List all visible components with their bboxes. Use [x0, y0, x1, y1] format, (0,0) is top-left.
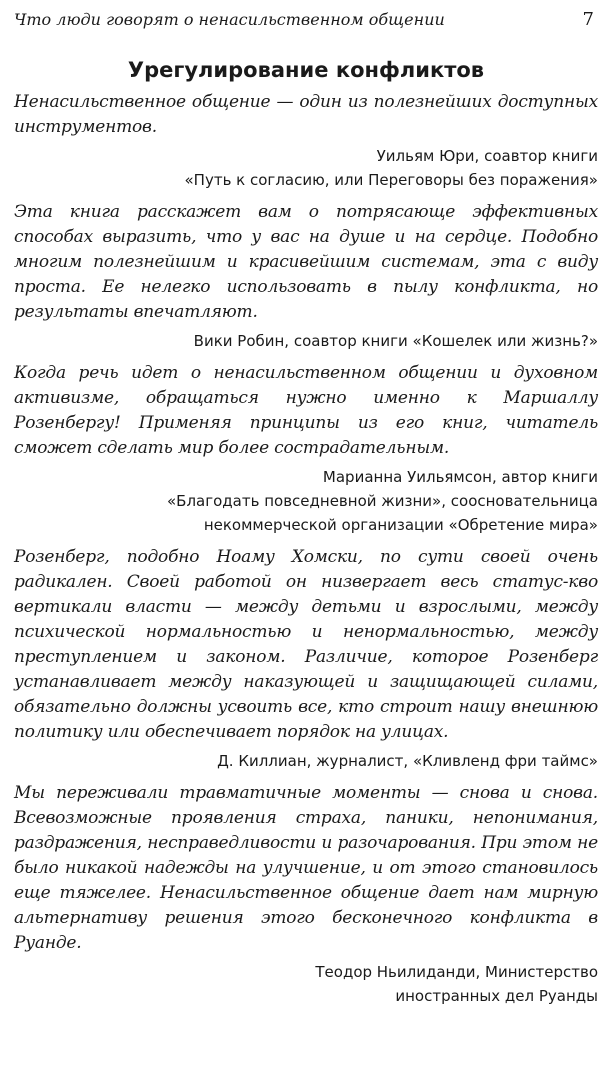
book-page [14, 8, 598, 1016]
testimonial-2 [14, 200, 598, 353]
quote-attribution [14, 749, 598, 773]
quote-attribution [14, 465, 598, 537]
page-number: 7 [582, 9, 594, 30]
section-title: Урегулирование конфликтов [127, 58, 485, 82]
attribution-line: «Путь к согласию, или Переговоры без поражения» [184, 171, 598, 189]
attribution-line: Марианна Уильямсон, автор книги [322, 468, 598, 486]
quote-text: Эта книга расскажет вам о потрясающе эффективных способах выразить, что у вас на душе и на сердце. Подобно многим полезнейшим и красивейшим системам, эта с виду проста. Ее нелегко использовать в пылу конфликта, но результаты впечатляют. [14, 202, 598, 322]
attribution-line: Теодор Ньилиданди, Министерство [315, 963, 598, 981]
quote-text: Ненасильственное общение — один из полезнейших доступных инструментов. [14, 92, 598, 137]
testimonial-3 [14, 361, 598, 537]
quote-text: Мы переживали травматичные моменты — снова и снова. Всевозможные проявления страха, паники, непонимания, раздражения, несправедливости и разочарования. При этом не было никакой надежды на улучшение, и от этого становилось еще тяжелее. Ненасильственное общение дает нам мирную альтернативу решения этого бесконечного конфликта в Руанде. [14, 783, 598, 953]
quote-attribution [14, 329, 598, 353]
quote-attribution [14, 960, 598, 1008]
attribution-line: иностранных дел Руанды [395, 987, 598, 1005]
testimonial-1 [14, 90, 598, 192]
attribution-line: Вики Робин, соавтор книги «Кошелек или жизнь?» [193, 332, 598, 350]
quote-attribution [14, 144, 598, 192]
quote-text: Розенберг, подобно Ноаму Хомски, по сути своей очень радикален. Своей работой он низвергает весь статус-кво вертикали власти — между детьми и взрослыми, между психической нормальностью и ненормальностью, между преступлением и законом. Различие, которое Розенберг устанавливает между наказующей и защищающей силами, обязательно должны усвоить все, кто строит нашу внешнюю политику или обеспечивает порядок на улицах. [14, 547, 598, 742]
running-title: Что люди говорят о ненасильственном общении [14, 10, 445, 29]
testimonial-5 [14, 781, 598, 1008]
quote-text: Когда речь идет о ненасильственном общении и духовном активизме, обращаться нужно именно к Маршаллу Розенбергу! Применяя принципы из его книг, читатель сможет сделать мир более сострадательным. [14, 363, 598, 458]
attribution-line: «Благодать повседневной жизни», соосновательница [167, 492, 598, 510]
running-head [14, 8, 598, 32]
attribution-line: некоммерческой организации «Обретение мира» [203, 516, 598, 534]
attribution-line: Д. Киллиан, журналист, «Кливленд фри таймс» [217, 752, 598, 770]
testimonial-4 [14, 545, 598, 773]
attribution-line: Уильям Юри, соавтор книги [376, 147, 598, 165]
